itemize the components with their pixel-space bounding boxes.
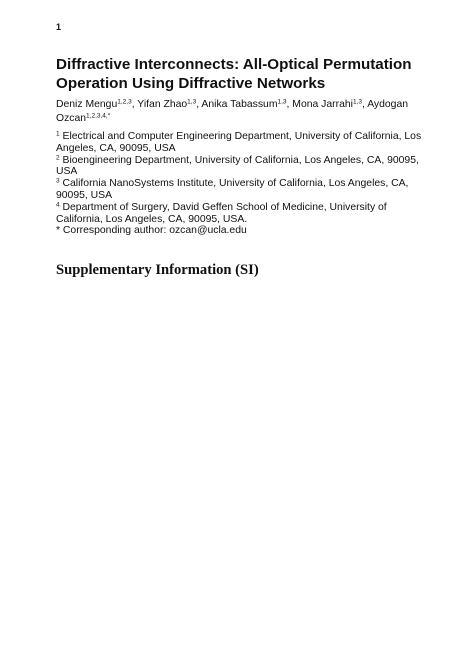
affiliation-text: Electrical and Computer Engineering Department, University of California, Los Angeles, CA, 90095, USA — [56, 131, 422, 154]
author-separator: , — [286, 99, 293, 110]
author-separator: , — [131, 99, 138, 110]
affiliation-item — [56, 202, 426, 226]
author-affiliation-marker: 1,3 — [277, 98, 287, 106]
affiliation-text: Department of Surgery, David Geffen School of Medicine, University of California, Los Angeles, CA, 90095, USA. — [56, 201, 387, 225]
author-name: Yifan Zhao — [137, 99, 188, 110]
affiliation-text: Bioengineering Department, University of California, Los Angeles, CA, 90095, USA — [56, 154, 419, 178]
author-name: Mona Jarrahi — [292, 99, 353, 110]
affiliation-marker: 1 — [56, 130, 60, 138]
author-affiliation-marker: 1,3 — [187, 98, 197, 106]
author-list — [56, 98, 426, 125]
author-name: Anika Tabassum — [201, 99, 278, 110]
affiliation-item — [56, 131, 426, 155]
affiliation-item — [56, 155, 426, 179]
corresponding-author — [56, 225, 426, 237]
affiliation-marker: 2 — [56, 154, 60, 162]
author-name: Deniz Mengu — [56, 99, 118, 110]
page-number: 1 — [56, 22, 62, 32]
author-name: Aydogan Ozcan — [56, 99, 409, 124]
author-separator: , — [196, 99, 202, 110]
affiliation-text: California NanoSystems Institute, University of California, Los Angeles, CA, 90095, USA — [56, 178, 409, 201]
author-affiliation-marker: 1,2,3,4,* — [86, 112, 111, 119]
affiliation-list — [56, 131, 426, 237]
author-affiliation-marker: 1,2,3 — [117, 98, 132, 106]
paper-title: Diffractive Interconnects: All-Optical Permutation Operation Using Diffractive Networks — [56, 56, 412, 92]
corresponding-author-text: * Corresponding author: ozcan@ucla.edu — [56, 225, 247, 237]
affiliation-item — [56, 178, 426, 202]
affiliation-marker: 3 — [56, 177, 60, 185]
affiliation-marker: 4 — [56, 201, 60, 209]
supplementary-heading: Supplementary Information (SI) — [56, 262, 259, 278]
author-affiliation-marker: 1,3 — [352, 98, 362, 106]
author-separator: , — [361, 99, 368, 110]
